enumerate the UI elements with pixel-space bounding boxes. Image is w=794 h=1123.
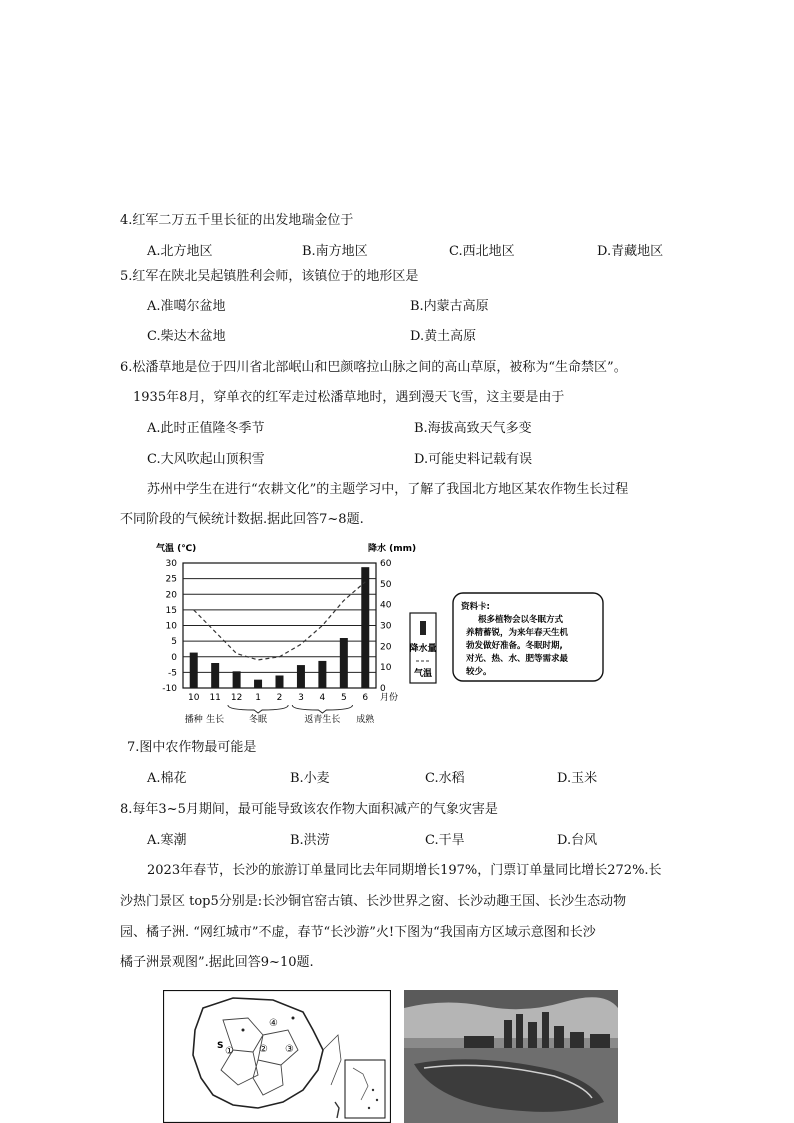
precip-bar bbox=[297, 665, 305, 688]
q4-option-c: C.西北地区 bbox=[449, 244, 515, 259]
precip-bar bbox=[340, 638, 348, 688]
month-tick-label: 1 bbox=[255, 693, 261, 703]
temperature-line bbox=[194, 582, 366, 660]
precip-bar bbox=[276, 676, 284, 689]
stage-label: 冬眠 bbox=[249, 715, 268, 723]
precip-bars bbox=[190, 567, 370, 688]
month-tick-label: 6 bbox=[362, 693, 369, 703]
intro-9-10-line2: 沙热门景区 top5分别是:长沙铜官窑古镇、长沙世界之窗、长沙动趣王国、长沙生态动物 bbox=[120, 894, 627, 909]
month-tick-label: 2 bbox=[276, 693, 283, 703]
right-tick-label: 0 bbox=[380, 684, 386, 694]
intro-9-10-line3: 园、橘子洲. “网红城市”不虚，春节“长沙游”火!下图为“我国南方区域示意图和长沙 bbox=[120, 925, 596, 940]
month-tick-label: 11 bbox=[209, 693, 221, 703]
precip-bar bbox=[318, 661, 326, 688]
q4-stem: 4.红军二万五千里长征的出发地瑞金位于 bbox=[120, 213, 354, 228]
note-line: 资料卡: bbox=[461, 602, 490, 612]
q7-option-b: B.小麦 bbox=[290, 771, 330, 786]
south-china-map bbox=[163, 990, 391, 1123]
note-line: 对光、热、水、肥等需求最 bbox=[466, 654, 569, 664]
precip-bar bbox=[254, 680, 262, 688]
note-card bbox=[453, 593, 603, 681]
precip-bar bbox=[361, 567, 369, 688]
q8-option-a: A.寒潮 bbox=[147, 833, 187, 848]
stage-brace bbox=[228, 705, 288, 713]
left-axis-label: 气温 (℃) bbox=[156, 544, 197, 554]
chart-legend bbox=[409, 613, 436, 683]
left-tick-label: -5 bbox=[168, 668, 177, 679]
month-tick-label: 3 bbox=[298, 693, 304, 703]
left-tick-label: 0 bbox=[171, 652, 177, 663]
q4-option-a: A.北方地区 bbox=[147, 244, 213, 259]
precip-bar bbox=[211, 663, 219, 688]
right-tick-label: 30 bbox=[380, 621, 392, 632]
left-tick-label: 10 bbox=[165, 621, 177, 632]
left-tick-label: 30 bbox=[165, 559, 177, 569]
note-line: 根多植物会以冬眠方式 bbox=[478, 615, 564, 625]
q5-option-b: B.内蒙古高原 bbox=[410, 299, 489, 314]
stage-brace bbox=[292, 705, 352, 713]
note-line: 勃发做好准备。冬眠时期, bbox=[466, 641, 563, 651]
legend-line-label: 气温 bbox=[413, 669, 433, 679]
south-sea-inset bbox=[345, 1060, 385, 1118]
q6-option-a: A.此时正值隆冬季节 bbox=[147, 421, 265, 436]
left-tick-label: 15 bbox=[165, 605, 177, 616]
stage-label: 成熟 bbox=[356, 715, 375, 723]
map-label-2: ② bbox=[259, 1044, 268, 1055]
left-tick-label: 25 bbox=[165, 574, 177, 585]
right-axis-label: 降水 (mm) bbox=[368, 544, 417, 554]
map-label-4: ④ bbox=[269, 1018, 278, 1029]
month-unit-label: 月份 bbox=[380, 693, 399, 703]
map-label-s: S bbox=[217, 1041, 224, 1051]
right-tick-label: 40 bbox=[380, 600, 392, 611]
q8-option-b: B.洪涝 bbox=[290, 833, 330, 848]
growth-stages bbox=[185, 705, 376, 723]
right-tick-label: 60 bbox=[380, 559, 392, 569]
q8-option-d: D.台风 bbox=[557, 833, 598, 848]
month-tick-label: 10 bbox=[187, 693, 200, 703]
q8-stem: 8.每年3~5月期间，最可能导致该农作物大面积减产的气象灾害是 bbox=[120, 802, 498, 817]
note-line: 较少。 bbox=[466, 667, 492, 677]
precip-bar bbox=[190, 653, 198, 688]
q6-stem-line1: 6.松潘草地是位于四川省北部岷山和巴颜喀拉山脉之间的高山草原，被称为“生命禁区”。 bbox=[120, 360, 627, 375]
q5-option-c: C.柴达木盆地 bbox=[147, 329, 226, 344]
stage-label: 生长 bbox=[206, 715, 225, 723]
right-tick-label: 50 bbox=[380, 579, 392, 590]
stage-label: 返青生长 bbox=[304, 715, 341, 723]
month-tick-label: 4 bbox=[319, 693, 326, 703]
right-tick-label: 10 bbox=[380, 663, 392, 674]
left-tick-label: 20 bbox=[165, 590, 177, 601]
q8-option-c: C.干旱 bbox=[425, 833, 465, 848]
q5-option-a: A.准噶尔盆地 bbox=[147, 299, 226, 314]
precip-bar bbox=[233, 671, 241, 688]
juzizhou-photo bbox=[404, 990, 618, 1123]
q4-option-d: D.青藏地区 bbox=[597, 244, 664, 259]
q6-option-c: C.大风吹起山顶积雪 bbox=[147, 452, 265, 467]
note-line: 养精蓄锐，为来年春天生机 bbox=[466, 628, 569, 638]
q7-option-c: C.水稻 bbox=[425, 771, 465, 786]
q7-option-a: A.棉花 bbox=[147, 771, 187, 786]
legend-bar-label: 降水量 bbox=[409, 644, 437, 654]
q7-stem: 7.图中农作物最可能是 bbox=[127, 740, 257, 755]
month-tick-label: 12 bbox=[230, 693, 243, 703]
intro-9-10-line4: 橘子洲景观图”.据此回答9~10题. bbox=[120, 955, 314, 970]
q6-option-b: B.海拔高致天气多变 bbox=[414, 421, 532, 436]
intro-7-8-line1: 苏州中学生在进行“农耕文化”的主题学习中，了解了我国北方地区某农作物生长过程 bbox=[147, 482, 629, 497]
climate-chart bbox=[148, 537, 608, 723]
left-tick-label: 5 bbox=[171, 637, 177, 648]
map-label-3: ③ bbox=[285, 1044, 294, 1055]
month-tick-label: 5 bbox=[340, 693, 347, 703]
map-label-1: ① bbox=[225, 1046, 234, 1057]
q5-option-d: D.黄土高原 bbox=[410, 329, 477, 344]
q6-option-d: D.可能史料记载有误 bbox=[414, 452, 533, 467]
q7-option-d: D.玉米 bbox=[557, 771, 598, 786]
stage-label: 播种 bbox=[184, 715, 203, 723]
q5-stem: 5.红军在陕北吴起镇胜利会师，该镇位于的地形区是 bbox=[120, 269, 419, 284]
left-tick-label: -10 bbox=[162, 684, 177, 694]
intro-7-8-line2: 不同阶段的气候统计数据.据此回答7~8题. bbox=[120, 512, 364, 527]
legend-bar-swatch bbox=[420, 621, 426, 635]
q4-option-b: B.南方地区 bbox=[302, 244, 368, 259]
right-tick-label: 20 bbox=[380, 642, 392, 653]
intro-9-10-line1: 2023年春节，长沙的旅游订单量同比去年同期增长197%，门票订单量同比增长272%.长 bbox=[147, 863, 662, 878]
q6-stem-line2: 1935年8月，穿单衣的红军走过松潘草地时，遇到漫天飞雪，这主要是由于 bbox=[133, 390, 565, 405]
